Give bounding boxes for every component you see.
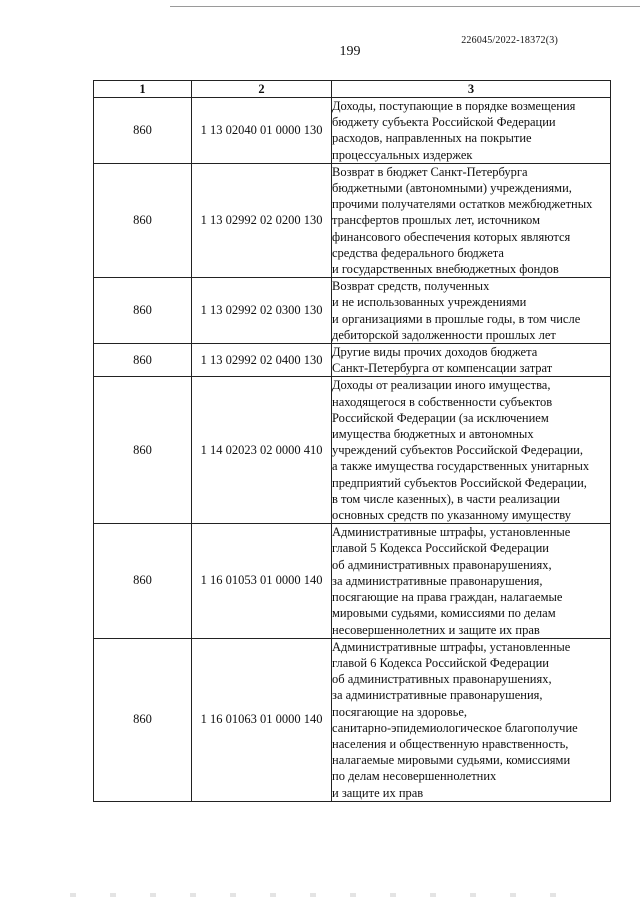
table-row	[94, 163, 611, 277]
description-line: Возврат в бюджет Санкт-Петербурга	[332, 164, 528, 179]
column-header-2: 2	[192, 81, 332, 98]
description-line: Возврат средств, полученных	[332, 279, 490, 294]
description-line: и не использованных учреждениями	[332, 295, 527, 310]
revenue-code-cell: 1 13 02992 02 0200 130	[192, 163, 332, 277]
description-line: а также имущества государственных унитарных	[332, 459, 590, 474]
description-line: Российской Федерации (за исключением	[332, 410, 549, 425]
description-line: по делам несовершеннолетних	[332, 769, 497, 784]
description-line: бюджетными (автономными) учреждениями,	[332, 181, 572, 196]
table-row	[94, 638, 611, 801]
description-line: в том числе казенных), в части реализации	[332, 491, 560, 506]
description-line: Доходы от реализации иного имущества,	[332, 378, 551, 393]
description-line: Административные штрафы, установленные	[332, 525, 571, 540]
description-cell	[332, 377, 611, 524]
column-header-1: 1	[94, 81, 192, 98]
table-row	[94, 344, 611, 377]
description-line: санитарно-эпидемиологическое благополучие	[332, 720, 578, 735]
revenue-code-cell: 1 14 02023 02 0000 410	[192, 377, 332, 524]
description-line: и государственных внебюджетных фондов	[332, 262, 559, 277]
admin-code-cell: 860	[94, 278, 192, 344]
column-header-3: 3	[332, 81, 611, 98]
description-line: главой 6 Кодекса Российской Федерации	[332, 655, 549, 670]
admin-code-cell: 860	[94, 638, 192, 801]
description-line: бюджету субъекта Российской Федерации	[332, 115, 556, 130]
description-cell	[332, 163, 611, 277]
admin-code-cell: 860	[94, 344, 192, 377]
description-line: об административных правонарушениях,	[332, 672, 552, 687]
description-cell	[332, 98, 611, 164]
description-line: посягающие на права граждан, налагаемые	[332, 590, 563, 605]
description-cell	[332, 638, 611, 801]
page-number: 199	[339, 44, 361, 59]
description-line: Доходы, поступающие в порядке возмещения	[332, 99, 576, 113]
description-cell	[332, 344, 611, 377]
admin-code-cell: 860	[94, 524, 192, 638]
description-line: посягающие на здоровье,	[332, 704, 468, 719]
revenue-code-cell: 1 16 01063 01 0000 140	[192, 638, 332, 801]
revenue-code-cell: 1 13 02992 02 0300 130	[192, 278, 332, 344]
description-line: Другие виды прочих доходов бюджета	[332, 345, 538, 360]
description-line: финансового обеспечения которых являются	[332, 229, 571, 244]
table-row	[94, 377, 611, 524]
top-rule	[170, 6, 640, 7]
revenue-code-cell: 1 13 02040 01 0000 130	[192, 98, 332, 164]
description-line: и организациями в прошлые годы, в том числе	[332, 311, 581, 326]
description-line: Санкт-Петербурга от компенсации затрат	[332, 361, 553, 376]
description-line: учреждений субъектов Российской Федерации,	[332, 443, 583, 458]
table-row	[94, 98, 611, 164]
description-cell	[332, 524, 611, 638]
revenue-code-cell: 1 16 01053 01 0000 140	[192, 524, 332, 638]
table-header-row	[94, 81, 611, 98]
revenue-codes-table	[93, 80, 611, 802]
scan-artifact	[70, 893, 590, 897]
description-line: населения и общественную нравственность,	[332, 736, 569, 751]
description-cell	[332, 278, 611, 344]
revenue-code-cell: 1 13 02992 02 0400 130	[192, 344, 332, 377]
description-line: расходов, направленных на покрытие	[332, 131, 532, 146]
table-row	[94, 524, 611, 638]
description-line: об административных правонарушениях,	[332, 557, 552, 572]
description-line: главой 5 Кодекса Российской Федерации	[332, 541, 549, 556]
description-line: имущества бюджетных и автономных	[332, 427, 534, 442]
description-line: и защите их прав	[332, 785, 424, 800]
admin-code-cell: 860	[94, 163, 192, 277]
description-line: средства федерального бюджета	[332, 245, 504, 260]
table-body	[94, 98, 611, 802]
description-line: процессуальных издержек	[332, 147, 473, 162]
admin-code-cell: 860	[94, 377, 192, 524]
description-line: за административные правонарушения,	[332, 688, 543, 703]
table-row	[94, 278, 611, 344]
description-line: находящегося в собственности субъектов	[332, 394, 553, 409]
description-line: мировыми судьями, комиссиями по делам	[332, 606, 556, 621]
description-line: основных средств по указанному имуществу	[332, 508, 571, 523]
admin-code-cell: 860	[94, 98, 192, 164]
description-line: несовершеннолетних и защите их прав	[332, 622, 540, 637]
description-line: предприятий субъектов Российской Федерации,	[332, 475, 587, 490]
description-line: налагаемые мировыми судьями, комиссиями	[332, 753, 571, 768]
description-line: трансфертов прошлых лет, источником	[332, 213, 540, 228]
document-number: 226045/2022-18372(3)	[461, 35, 558, 46]
description-line: за административные правонарушения,	[332, 573, 543, 588]
description-line: дебиторской задолженности прошлых лет	[332, 327, 556, 342]
description-line: Административные штрафы, установленные	[332, 639, 571, 654]
description-line: прочими получателями остатков межбюджетных	[332, 197, 593, 212]
